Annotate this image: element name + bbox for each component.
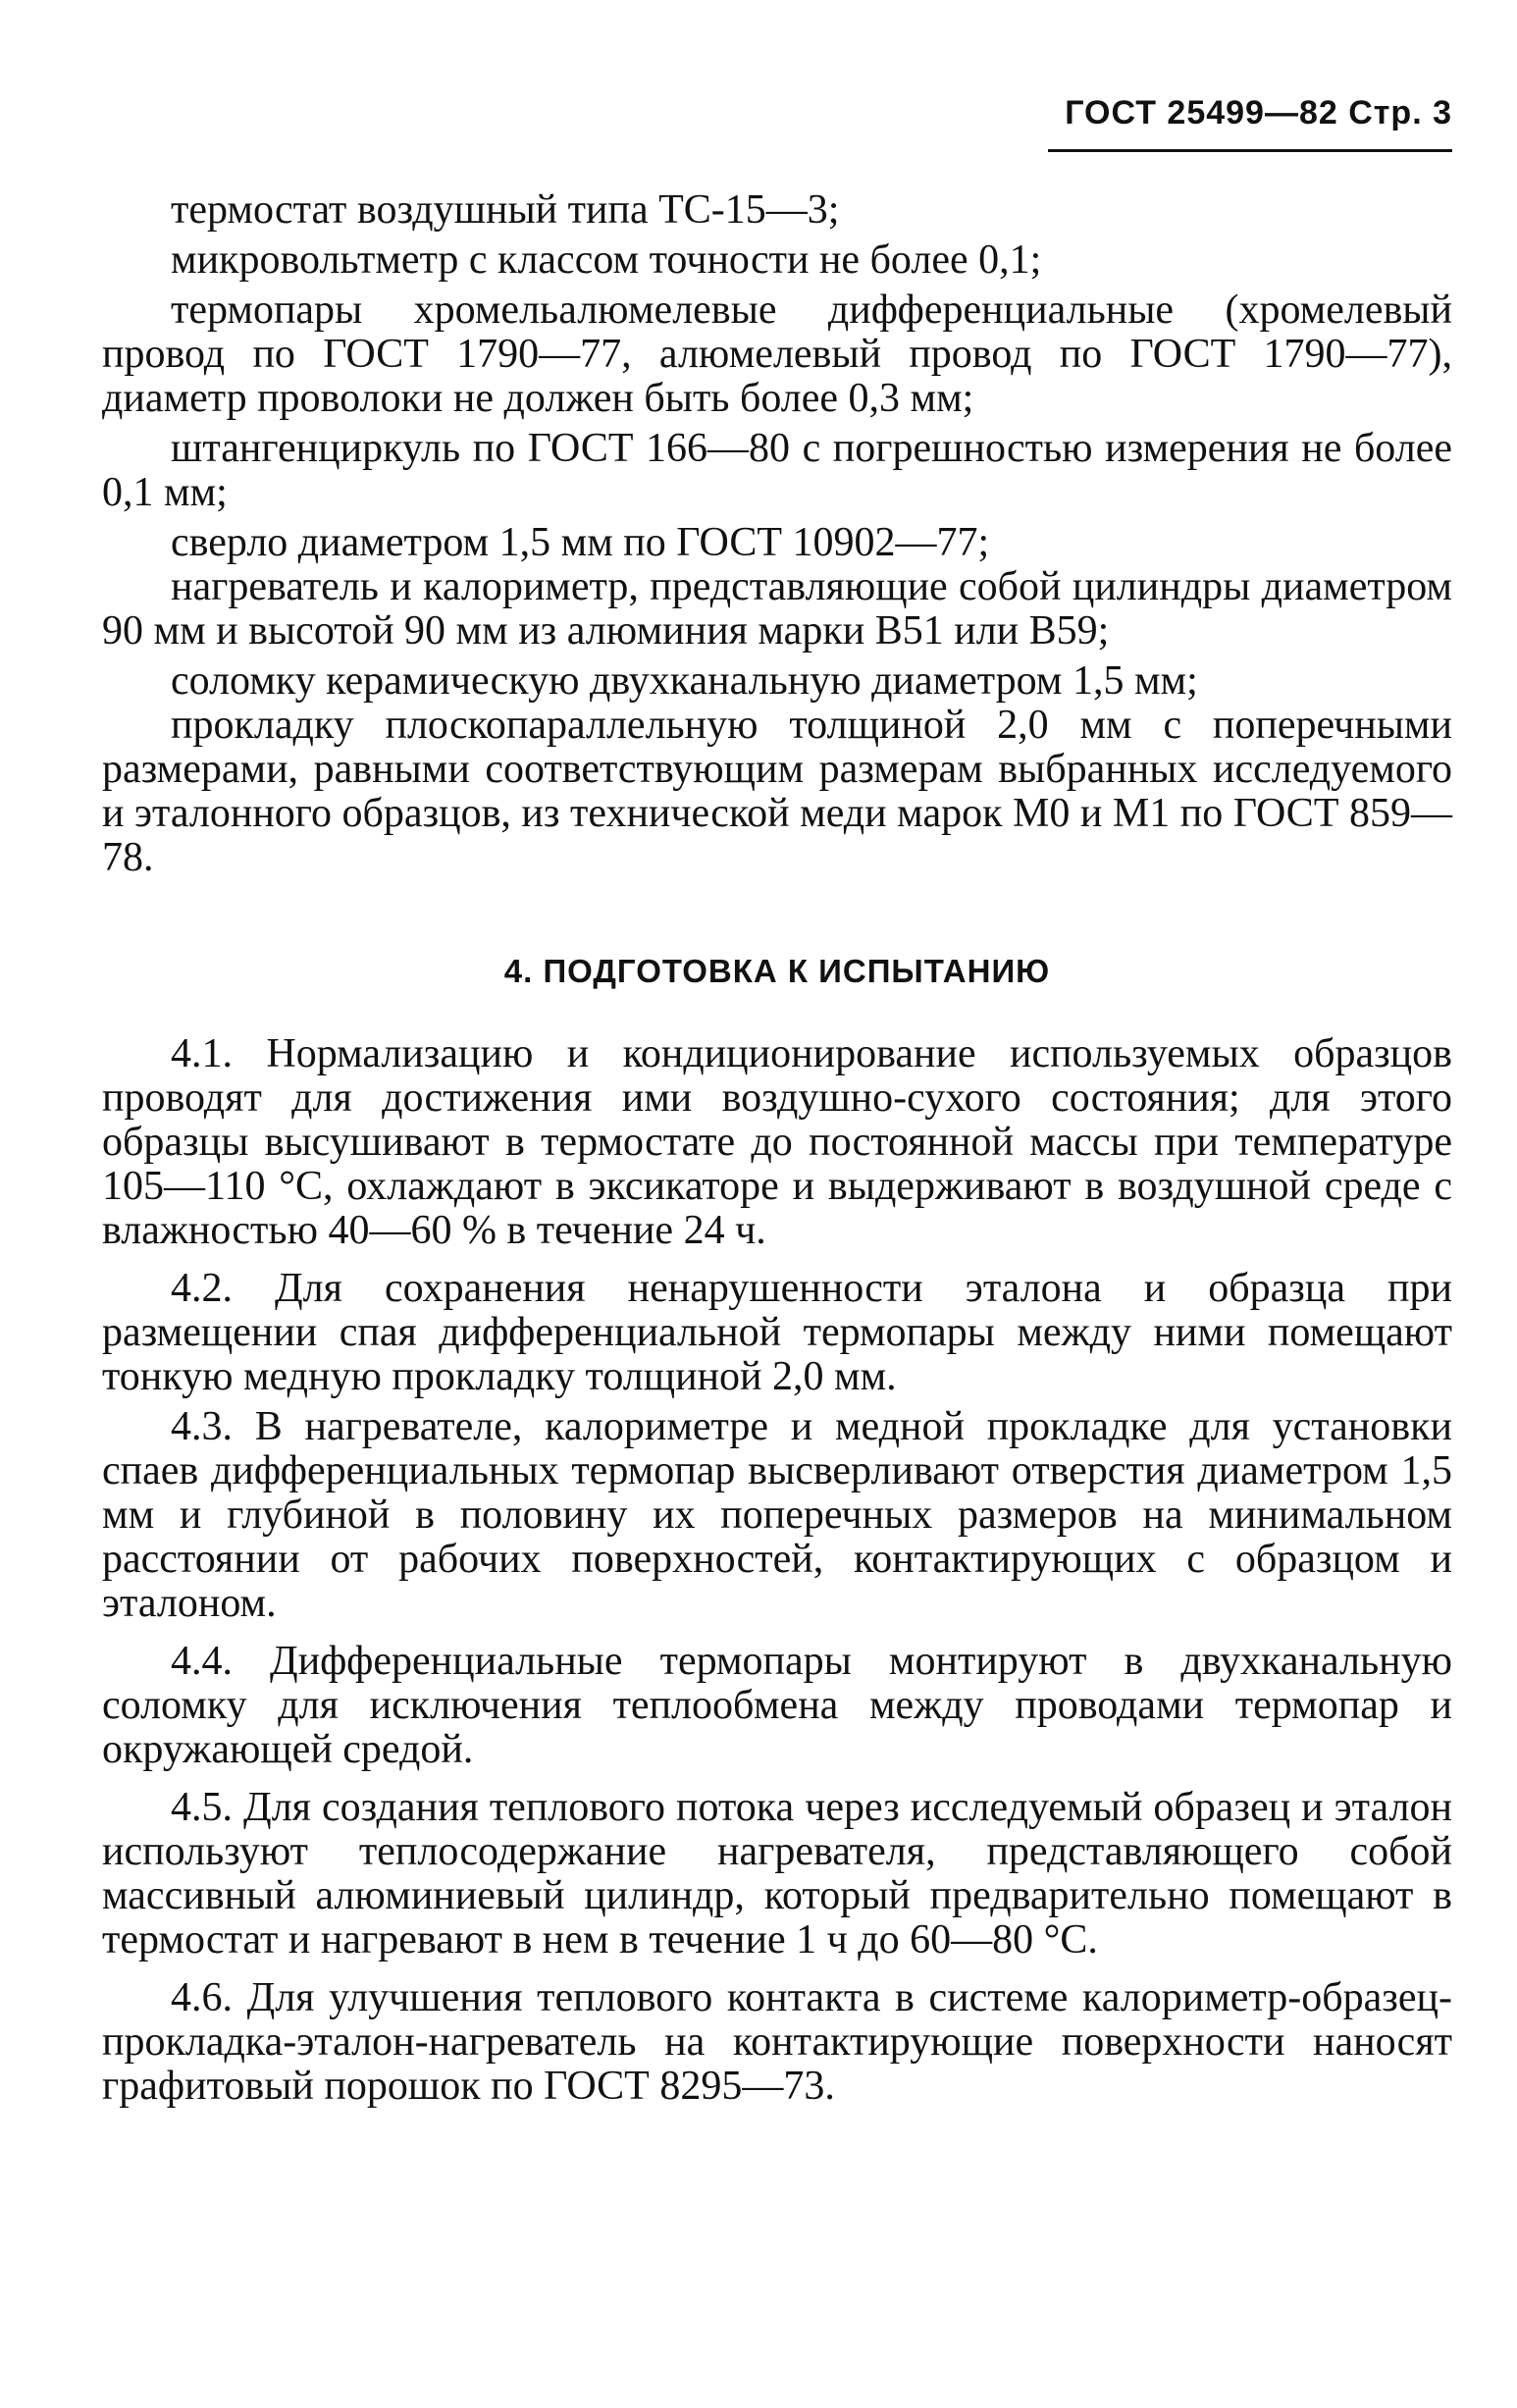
equipment-item: прокладку плоскопараллельную толщиной 2,0 мм с поперечными размерами, равными соответствующим размерам выбранных исследуемого и эталонного образцов, из технической меди марок М0 и М1 по ГОСТ 859—78.	[102, 703, 1452, 880]
equipment-item: термостат воздушный типа ТС-15—3;	[171, 187, 840, 233]
document-body	[102, 188, 1452, 2109]
equipment-item: штангенциркуль по ГОСТ 166—80 с погрешностью измерения не более 0,1 мм;	[102, 426, 1452, 515]
clause-4-5: 4.5. Для создания теплового потока через исследуемый образец и эталон используют теплосодержание нагревателя, представляющего собой массивный алюминиевый цилиндр, который предварительно помещают в термостат и нагревают в нем в течение 1 ч до 60—80 °С.	[102, 1785, 1452, 1963]
clause-4-4: 4.4. Дифференциальные термопары монтируют в двухканальную соломку для исключения теплообмена между проводами термопар и окружающей средой.	[102, 1639, 1452, 1772]
equipment-item: микровольтметр с классом точности не более 0,1;	[171, 237, 1042, 283]
section-title: 4. ПОДГОТОВКА К ИСПЫТАНИЮ	[503, 953, 1051, 989]
clause-4-2: 4.2. Для сохранения ненарушенности эталона и образца при размещении спая дифференциальной термопары между ними помещают тонкую медную прокладку толщиной 2,0 мм.	[102, 1266, 1452, 1399]
clause-4-6: 4.6. Для улучшения теплового контакта в системе калориметр-образец-прокладка-эталон-нагреватель на контактирующие поверхности наносят графитовый порошок по ГОСТ 8295—73.	[102, 1975, 1452, 2109]
equipment-item: нагреватель и калориметр, представляющие собой цилиндры диаметром 90 мм и высотой 90 мм из алюминия марки В51 или В59;	[102, 564, 1452, 654]
equipment-item: термопары хромельалюмелевые дифференциальные (хромелевый провод по ГОСТ 1790—77, алюмелевый провод по ГОСТ 1790—77), диаметр проволоки не должен быть более 0,3 мм;	[102, 288, 1452, 421]
clause-4-1: 4.1. Нормализацию и кондиционирование используемых образцов проводят для достижения ими воздушно-сухого состояния; для этого образцы высушивают в термостате до постоянной массы при температуре 105—110 °С, охлаждают в эксикаторе и выдерживают в воздушной среде с влажностью 40—60 % в течение 24 ч.	[102, 1031, 1452, 1253]
equipment-item: соломку керамическую двухканальную диаметром 1,5 мм;	[171, 658, 1198, 704]
page-header: ГОСТ 25499—82 Стр. 3	[1065, 94, 1452, 131]
equipment-item: сверло диаметром 1,5 мм по ГОСТ 10902—77;	[171, 520, 990, 565]
header-rule	[1048, 149, 1452, 152]
clause-4-3: 4.3. В нагревателе, калориметре и медной прокладке для установки спаев дифференциальных термопар высверливают отверстия диаметром 1,5 мм и глубиной в половину их поперечных размеров на минимальном расстоянии от рабочих поверхностей, контактирующих с образцом и эталоном.	[102, 1404, 1452, 1626]
